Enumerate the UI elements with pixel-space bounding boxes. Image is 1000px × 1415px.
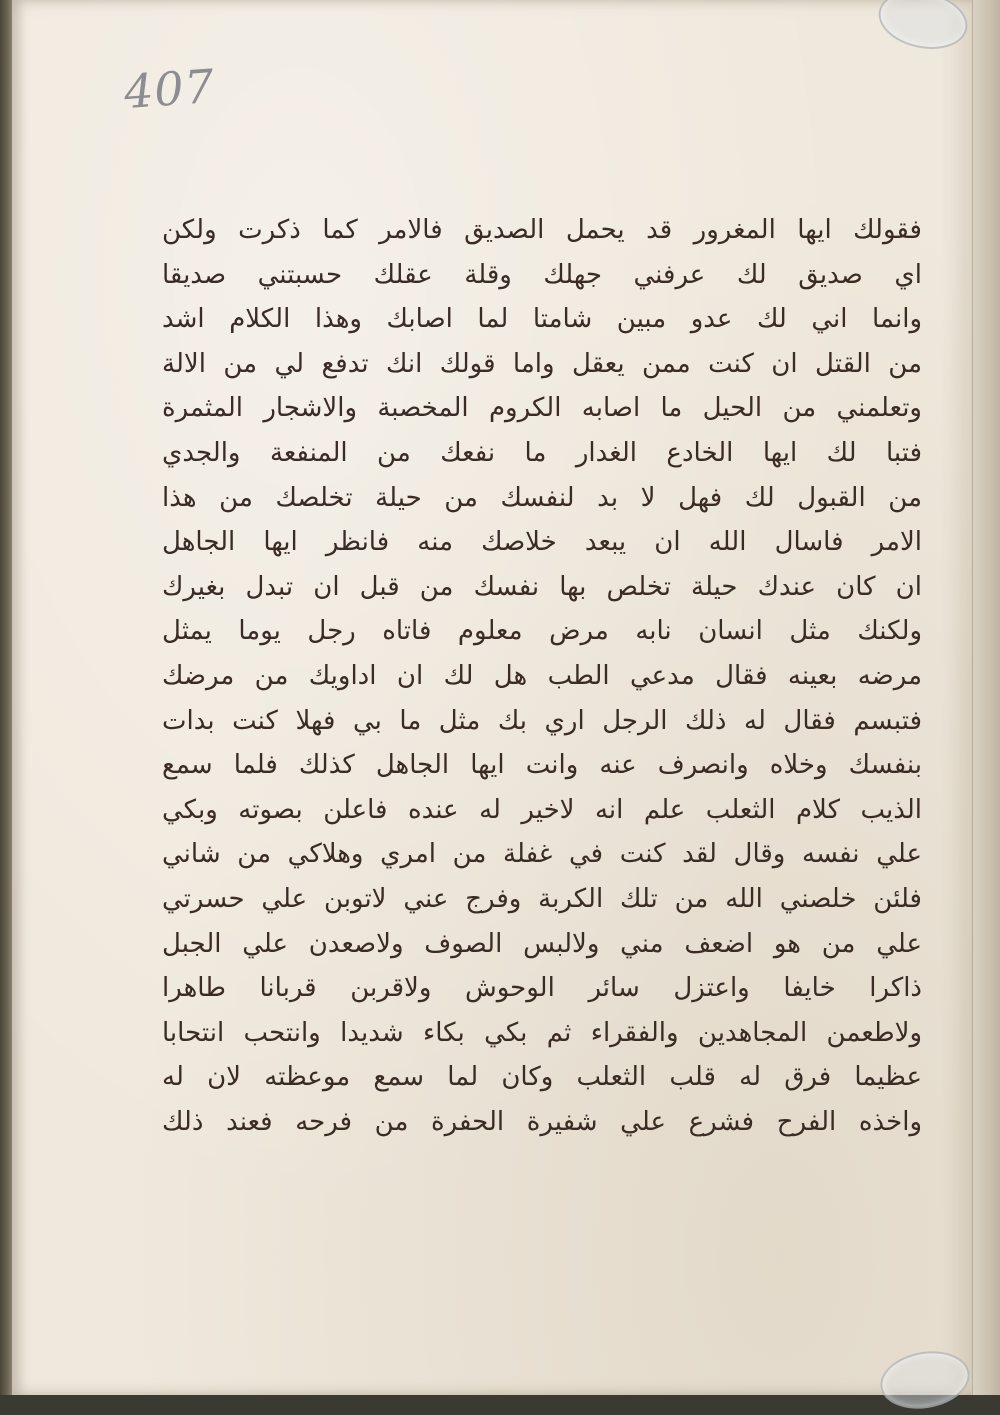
text-line: ولكنك مثل انسان نابه مرض معلوم فاتاه رجل يوما يمثل	[162, 616, 922, 647]
text-line: علي نفسه وقال لقد كنت في غفلة من امري وهلاكي من شاني	[162, 839, 922, 870]
text-line: فتبسم فقال له ذلك الرجل اري بك مثل ما بي فهلا كنت بدات	[162, 705, 922, 736]
text-line: الامر فاسال الله ان يبعد خلاصك منه فانظر ايها الجاهل	[162, 527, 922, 558]
text-line: من القتل ان كنت ممن يعقل واما قولك انك تدفع لي من الالة	[162, 348, 922, 379]
text-line: فلئن خلصني الله من تلك الكربة وفرج عني لاتوبن علي حسرتي	[162, 883, 922, 914]
text-line: من القبول لك فهل لا بد لنفسك من حيلة تخلصك من هذا	[162, 482, 922, 513]
text-line: واخذه الفرح فشرع علي شفيرة الحفرة من فرحه فعند ذلك	[162, 1106, 922, 1137]
text-line: ولاطعمن المجاهدين والفقراء ثم بكي بكاء شديدا وانتحب انتحابا	[162, 1017, 922, 1048]
folio-number: 407	[122, 58, 217, 120]
text-line: عظيما فرق له قلب الثعلب وكان لما سمع موعظته لان له	[162, 1062, 922, 1093]
facing-page-edge	[972, 0, 1000, 1395]
text-line: مرضه بعينه فقال مدعي الطب هل لك ان اداويك من مرضك	[162, 660, 922, 691]
text-line: علي من هو اضعف مني ولالبس الصوف ولاصعدن علي الجبل	[162, 928, 922, 959]
text-line: اي صديق لك عرفني جهلك وقلة عقلك حسبتني صديقا	[162, 259, 922, 290]
text-line: ذاكرا خايفا واعتزل سائر الوحوش ولاقربن قربانا طاهرا	[162, 973, 922, 1004]
text-line: الذيب كلام الثعلب علم انه لاخير له عنده فاعلن بصوته وبكي	[162, 794, 922, 825]
text-line: ان كان عندك حيلة تخلص بها نفسك من قبل ان تبدل بغيرك	[162, 571, 922, 602]
text-line: وتعلمني من الحيل ما اصابه الكروم المخصبة والاشجار المثمرة	[162, 393, 922, 424]
binding-edge	[0, 0, 12, 1395]
text-line: بنفسك وخلاه وانصرف عنه وانت ايها الجاهل كذلك فلما سمع	[162, 750, 922, 781]
text-line: فقولك ايها المغرور قد يحمل الصديق فالامر كما ذكرت ولكن	[162, 215, 922, 245]
manuscript-text-block	[162, 208, 922, 1144]
text-line: فتبا لك ايها الخادع الغدار ما نفعك من المنفعة والجدي	[162, 437, 922, 468]
manuscript-page	[12, 0, 972, 1395]
text-line: وانما اني لك عدو مبين شامتا لما اصابك وهذا الكلام اشد	[162, 304, 922, 335]
